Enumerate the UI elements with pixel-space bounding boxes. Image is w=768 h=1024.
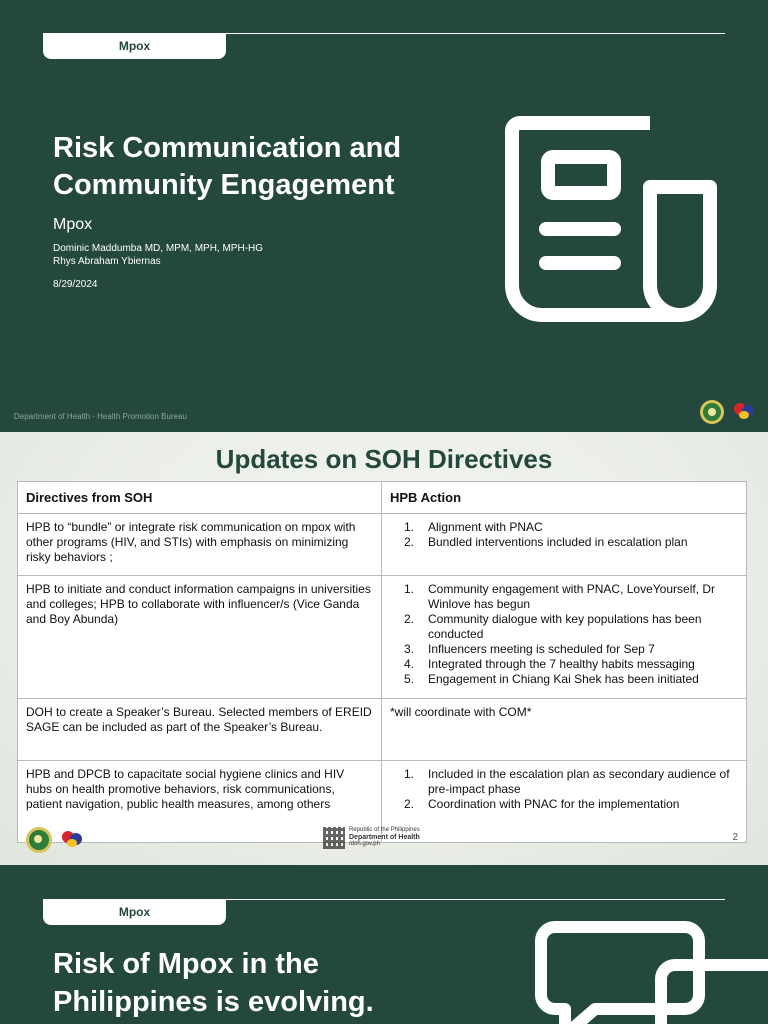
list-item: 1. Included in the escalation plan as secondary audience of pre-impact phase	[404, 767, 730, 796]
column-header-hpb-action: HPB Action	[382, 482, 747, 514]
risk-slide	[0, 867, 768, 1024]
slide-footer	[0, 827, 768, 865]
title-line-2: Philippines is evolving.	[53, 986, 374, 1018]
list-item: 5. Engagement in Chiang Kai Shek has been initiated	[404, 672, 699, 686]
slide-date: 8/29/2024	[53, 279, 98, 290]
title-slide	[0, 0, 768, 432]
directives-slide	[0, 432, 768, 865]
title-line-1: Risk of Mpox in the	[53, 948, 319, 980]
chat-bubbles-icon	[535, 915, 768, 1024]
directives-table	[17, 481, 747, 843]
list-item: 2. Bundled interventions included in escalation plan	[404, 535, 688, 549]
list-item: 1. Community engagement with PNAC, LoveYourself, Dr Winlove has begun	[404, 582, 716, 611]
action-cell	[382, 514, 747, 576]
doh-footer-block	[323, 827, 420, 849]
list-item: 4. Integrated through the 7 healthy habits messaging	[404, 657, 695, 671]
footer-text: Department of Health - Health Promotion Bureau	[14, 412, 187, 421]
directive-cell: HPB and DPCB to capacitate social hygiene clinics and HIV hubs on health promotive behaviors, risk communications, patient navigation, public health measures, among others	[18, 761, 382, 843]
list-item: 3. Influencers meeting is scheduled for Sep 7	[404, 642, 655, 656]
table-row	[18, 699, 747, 761]
directive-cell: HPB to initiate and conduct information campaigns in universities and colleges; HPB to collaborate with influencer/s (Vice Ganda and Boy Abunda)	[18, 576, 382, 699]
slide-title: Updates on SOH Directives	[215, 444, 553, 474]
list-item: 1. Alignment with PNAC	[404, 520, 543, 534]
action-cell: *will coordinate with COM*	[382, 699, 747, 761]
doh-seal-icon	[700, 400, 724, 424]
slide-subtitle: Mpox	[53, 216, 93, 233]
doh-seal-icon	[26, 827, 52, 853]
slide-title: Risk Communication and Community Engagement	[53, 132, 402, 201]
action-cell	[382, 576, 747, 699]
slide-title	[53, 945, 374, 1021]
department-text: Department of Health	[349, 834, 420, 841]
qr-code-icon	[323, 827, 345, 849]
author-2: Rhys Abraham Ybiernas	[53, 256, 161, 267]
column-header-directives: Directives from SOH	[18, 482, 382, 514]
table-row	[18, 576, 747, 699]
newspaper-icon	[500, 105, 720, 325]
list-item: 2. Coordination with PNAC for the implementation	[404, 797, 680, 811]
author-1: Dominic Maddumba MD, MPM, MPH, MPH-HG	[53, 243, 264, 254]
table-row	[18, 514, 747, 576]
topic-tag: Mpox	[43, 33, 226, 59]
website-text: /doh.gov.ph	[349, 841, 380, 847]
page-number: 2	[732, 832, 738, 843]
bagong-pilipinas-logo-icon	[732, 401, 756, 423]
footer-logos	[700, 400, 756, 424]
authors	[53, 242, 263, 268]
bagong-pilipinas-logo-icon	[60, 829, 84, 851]
directive-cell: DOH to create a Speaker’s Bureau. Selected members of EREID SAGE can be included as part of the Speaker’s Bureau.	[18, 699, 382, 761]
directive-cell: HPB to “bundle” or integrate risk communication on mpox with other programs (HIV, and STIs) with emphasis on minimizing risky behaviors ;	[18, 514, 382, 576]
header-rule	[226, 33, 725, 34]
table-header-row	[18, 482, 747, 514]
header-rule	[226, 899, 725, 900]
republic-text: Republic of the Philippines	[349, 827, 420, 833]
list-item: 2. Community dialogue with key populations has been conducted	[404, 612, 702, 641]
topic-tag: Mpox	[43, 899, 226, 925]
